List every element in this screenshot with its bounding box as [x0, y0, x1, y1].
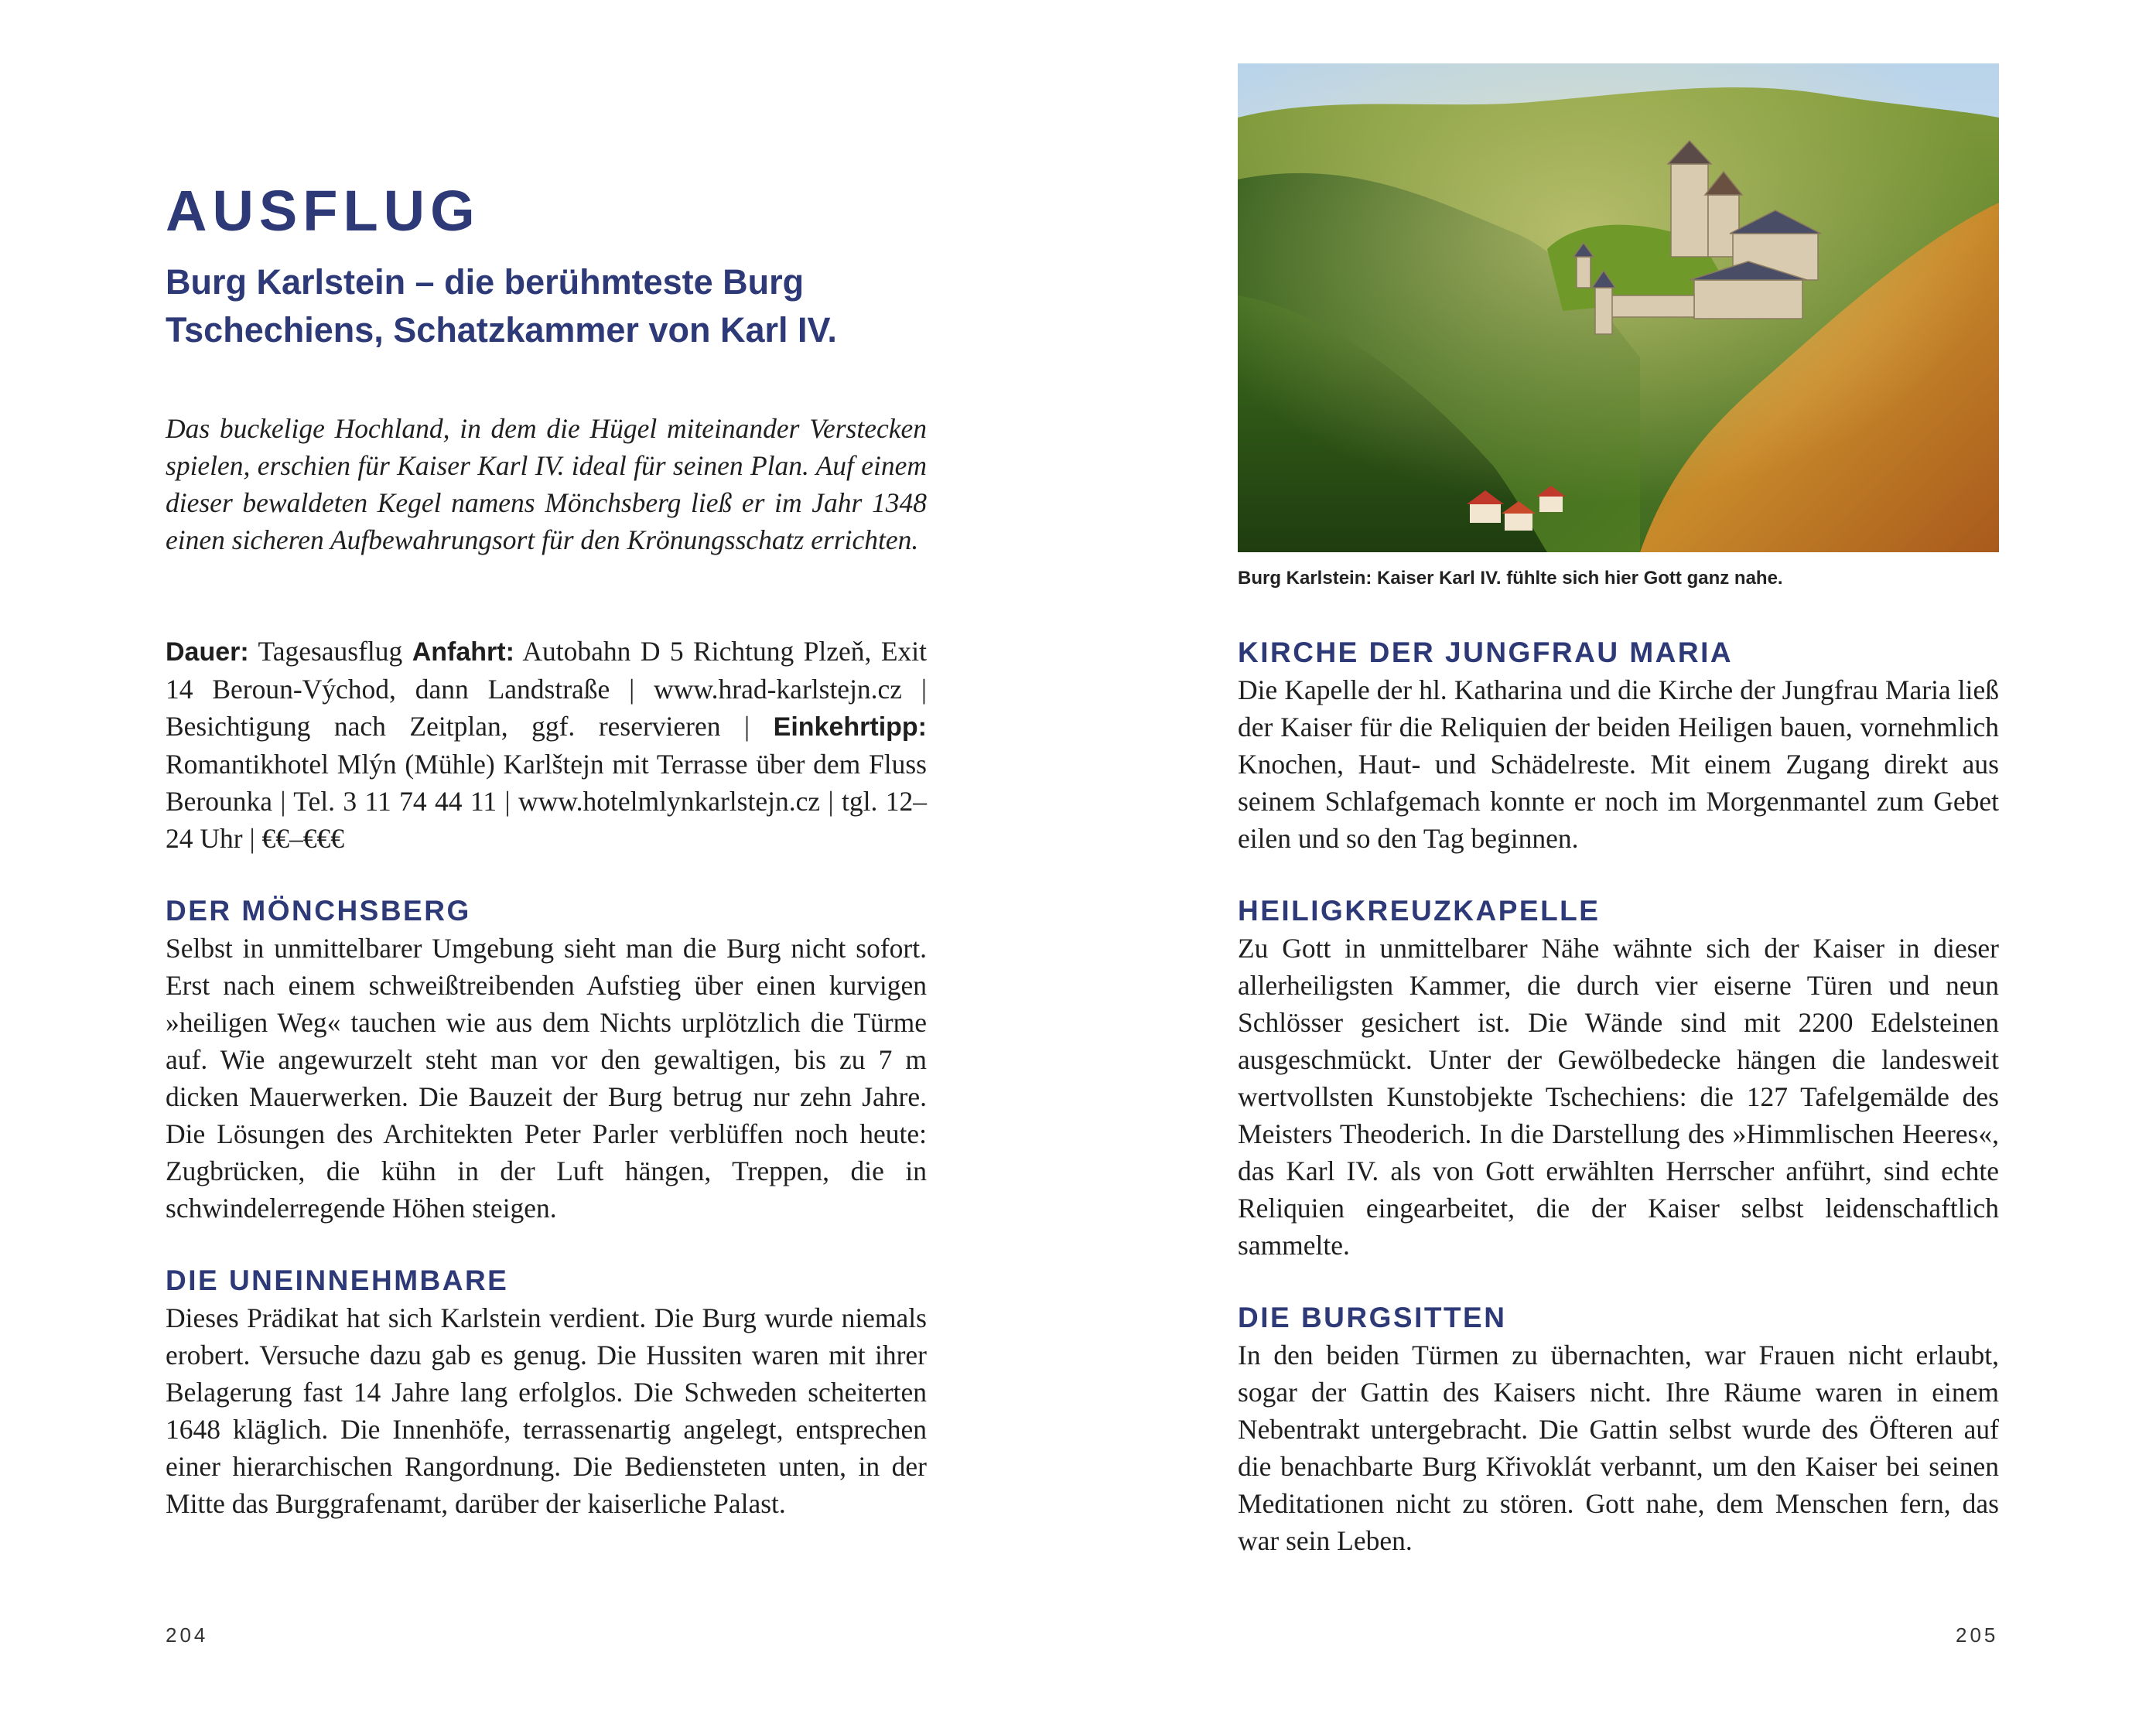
castle-photo — [1238, 63, 1999, 552]
page-number-left: 204 — [166, 1623, 209, 1647]
info-text-dauer: Tagesausflug — [248, 636, 412, 667]
section-heading: HEILIGKREUZKAPELLE — [1238, 895, 1601, 927]
section-body: Die Kapelle der hl. Katharina und die Kirche der Jungfrau Maria ließ der Kaiser für die Reliquien der beiden Heiligen bauen, vornehmlich Knochen, Haut- und Schädelreste. Mit einem Zugang direkt aus seinem Schlafgemach konnte er noch im Morgenmantel zum Gebet eilen und so den Tag beginnen. — [1238, 674, 1999, 854]
kicker-title: AUSFLUG — [166, 179, 480, 243]
section-heading: KIRCHE DER JUNGFRAU MARIA — [1238, 637, 1734, 668]
info-box — [166, 633, 927, 857]
section-heading: DER MÖNCHSBERG — [166, 895, 471, 927]
right-page — [1078, 0, 2156, 1717]
info-label-einkehrtipp: Einkehrtipp: — [773, 712, 927, 742]
section-kirche — [1238, 634, 1999, 857]
section-burgsitten — [1238, 1299, 1999, 1559]
section-body: Selbst in unmittelbarer Umgebung sieht man die Burg nicht sofort. Erst nach einem schweißtreibenden Aufstieg über einen kurvigen »heiligen Weg« tauchen wie aus dem Nichts urplötzlich die Türme auf. Wie angewurzelt steht man vor den gewaltigen, bis zu 7 m dicken Mauerwerken. Die Bauzeit der Burg betrug nur zehn Jahre. Die Lösungen des Architekten Peter Parler verblüffen noch heute: Zugbrücken, die kühn in der Luft hängen, Treppen, die in schwindelerregende Höhen steigen. — [166, 933, 927, 1224]
photo-caption: Burg Karlstein: Kaiser Karl IV. fühlte sich hier Gott ganz nahe. — [1238, 568, 1783, 589]
intro-paragraph: Das buckelige Hochland, in dem die Hügel miteinander Verstecken spielen, erschien für Kaiser Karl IV. ideal für seinen Plan. Auf einem dieser bewaldeten Kegel namens Mönchsberg ließ er im Jahr 1348 einen sicheren Aufbewahrungsort für den Krönungsschatz errichten. — [166, 413, 927, 555]
section-heading: DIE UNEINNEHMBARE — [166, 1265, 509, 1296]
section-body: Dieses Prädikat hat sich Karlstein verdient. Die Burg wurde niemals erobert. Versuche dazu gab es genug. Die Hussiten waren mit ihrer Belagerung fast 14 Jahre lang erfolglos. Die Schweden scheiterten 1648 kläglich. Die Innenhöfe, terrassenartig angelegt, entsprechen einer hierarchischen Rangordnung. Die Bediensteten unten, in der Mitte das Burggrafenamt, darüber der kaiserliche Palast. — [166, 1302, 927, 1519]
info-label-anfahrt: Anfahrt: — [412, 637, 514, 667]
section-body: In den beiden Türmen zu übernachten, war Frauen nicht erlaubt, sogar der Gattin des Kaisers nicht. Ihre Räume waren in einem Nebentrakt untergebracht. Die Gattin selbst wurde des Öfteren auf die benachbarte Burg Křivoklát verbannt, um den Kaiser bei seinen Meditationen nicht zu stören. Gott nahe, dem Menschen fern, das war sein Leben. — [1238, 1340, 1999, 1556]
info-text-einkehrtipp: Romantikhotel Mlýn (Mühle) Karlštejn mit Terrasse über dem Fluss Berounka | Tel. 3 11 74 44 11 | www.hotelmlynkarlstejn.cz | tgl. 12–24 Uhr | €€–€€€ — [166, 749, 927, 854]
page-number-right: 205 — [1956, 1623, 1999, 1647]
info-label-dauer: Dauer: — [166, 637, 249, 667]
section-body: Zu Gott in unmittelbarer Nähe wähnte sich der Kaiser in dieser allerheiligsten Kammer, die durch vier eiserne Türen und neun Schlösser gesichert ist. Die Wände sind mit 2200 Edelsteinen ausgeschmückt. Unter der Gewölbedecke hängen die landesweit wertvollsten Kunstobjekte Tschechiens: die 127 Tafelgemälde des Meisters Theoderich. In die Darstellung des »Himmlischen Heeres«, das Karl IV. als von Gott erwählten Herrscher anführt, sind echte Reliquien eingearbeitet, die der Kaiser selbst leidenschaftlich sammelte. — [1238, 933, 1999, 1261]
section-uneinnehmbare — [166, 1262, 927, 1522]
info-text-anfahrt: Autobahn D 5 Richtung Plzeň, Exit 14 Beroun-Východ, dann Landstraße | www.hrad-karlstejn.cz | Besichtigung nach Zeitplan, ggf. reservieren | — [166, 636, 927, 742]
page-subtitle: Burg Karlstein – die berühmteste Burg Tschechiens, Schatzkammer von Karl IV. — [166, 262, 837, 350]
section-heading: DIE BURGSITTEN — [1238, 1302, 1507, 1333]
section-heiligkreuzkapelle — [1238, 893, 1999, 1264]
section-moenchsberg — [166, 893, 927, 1227]
